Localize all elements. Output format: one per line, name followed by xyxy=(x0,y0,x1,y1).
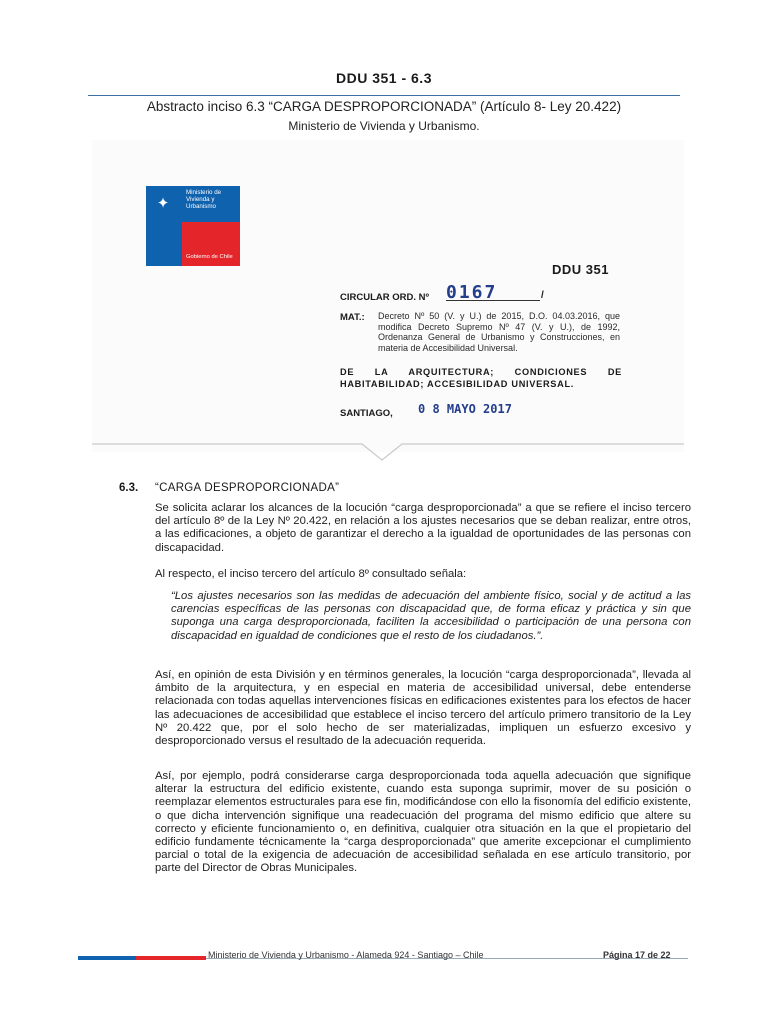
ddu-number: DDU 351 xyxy=(552,262,609,277)
mat-label: MAT.: xyxy=(340,312,365,323)
page-number: Página 17 de 22 xyxy=(603,950,671,960)
chile-crest-icon: ✦ xyxy=(156,195,170,212)
footer-blue-bar xyxy=(78,956,136,960)
subject-text: DE LA ARQUITECTURA; CONDICIONES DE HABITABILIDAD; ACCESIBILIDAD UNIVERSAL. xyxy=(340,367,622,389)
abstract-subtitle: Abstracto inciso 6.3 “CARGA DESPROPORCIONADA” (Artículo 8- Ley 20.422) xyxy=(146,99,622,114)
circular-slash: / xyxy=(541,290,544,301)
stamped-date: 0 8 MAYO 2017 xyxy=(418,402,512,416)
logo-government-text: Gobierno de Chile xyxy=(186,254,233,260)
document-title: DDU 351 - 6.3 xyxy=(336,70,432,86)
logo-ministry-text: Ministerio de Vivienda y Urbanismo xyxy=(186,189,222,210)
santiago-label: SANTIAGO, xyxy=(340,408,393,419)
logo-blue-band xyxy=(146,186,182,266)
paragraph-example: Así, por ejemplo, podrá considerarse carga desproporcionada toda aquella adecuación que signifique alterar la estructura del edificio existente, cuando esta suponga suprimir, mover de su posición o reemplazar elementos estructurales para ese fin, modificándose con ello la fisonomía del edificio existente, o que dicha intervención signifique una readecuación del programa del mismo edificio que altere su correcto y eficiente funcionamiento o, en definitiva, cualquier otra situación en la que el propietario del edificio fundamente técnicamente la “carga desproporcionada” que amerite excepcionar el cumplimiento parcial o total de la exigencia de adecuación de accesibilidad señalada en ese artículo transitorio, por parte del Director de Obras Municipales. xyxy=(155,770,691,875)
paragraph-intro-quote: Al respecto, el inciso tercero del artículo 8º consultado señala: xyxy=(155,568,467,580)
circular-stamped-number: 0167 xyxy=(446,282,498,303)
paragraph-request: Se solicita aclarar los alcances de la locución “carga desproporcionada” a que se refiere el inciso tercero del artículo 8º de la Ley Nº 20.422, en relación a los ajustes necesarios que se deban realizar, entre otros, a las edificaciones, a objeto de garantizar el derecho a la igualdad de oportunidades de las personas con discapacidad. xyxy=(155,502,691,554)
footer-address: Ministerio de Vivienda y Urbanismo - Alameda 924 - Santiago – Chile xyxy=(208,950,484,960)
quoted-law-text: “Los ajustes necesarios son las medidas de adecuación del ambiente físico, social y de actitud a las carencias específicas de las personas con discapacidad que, de forma eficaz y práctica y sin que suponga una carga desproporcionada, faciliten la accesibilidad o participación de una persona con discapacidad en igualdad de condiciones que el resto de los ciudadanos.”. xyxy=(171,590,691,642)
ministry-subtitle: Ministerio de Vivienda y Urbanismo. xyxy=(288,119,480,133)
title-divider xyxy=(88,95,680,96)
mat-text: Decreto Nº 50 (V. y U.) de 2015, D.O. 04.03.2016, que modifica Decreto Supremo Nº 47 (V. y U.), de 1992, Ordenanza General de Urbanismo y Construcciones, en materia de Accesibilidad Universal. xyxy=(378,311,620,353)
paragraph-opinion: Así, en opinión de esta División y en términos generales, la locución “carga desproporcionada”, llevada al ámbito de la arquitectura, y en especial en materia de accesibilidad universal, debe entenderse relacionada con todas aquellas intervenciones físicas en edificaciones existentes para los efectos de hacer las adecuaciones de accesibilidad que establece el inciso tercero del artículo primero transitorio de la Ley Nº 20.422 que, por el solo hecho de ser materializadas, impliquen un esfuerzo excesivo y desproporcionado versus el resultado de la adecuación requerida. xyxy=(155,669,691,748)
ministry-logo xyxy=(146,186,240,266)
footer-red-bar xyxy=(136,956,206,960)
section-number: 6.3. xyxy=(119,482,139,494)
section-title: “CARGA DESPROPORCIONADA” xyxy=(155,482,340,494)
circular-label: CIRCULAR ORD. Nº xyxy=(340,292,429,303)
circular-number-underline xyxy=(446,300,540,301)
torn-edge-divider xyxy=(92,430,684,464)
